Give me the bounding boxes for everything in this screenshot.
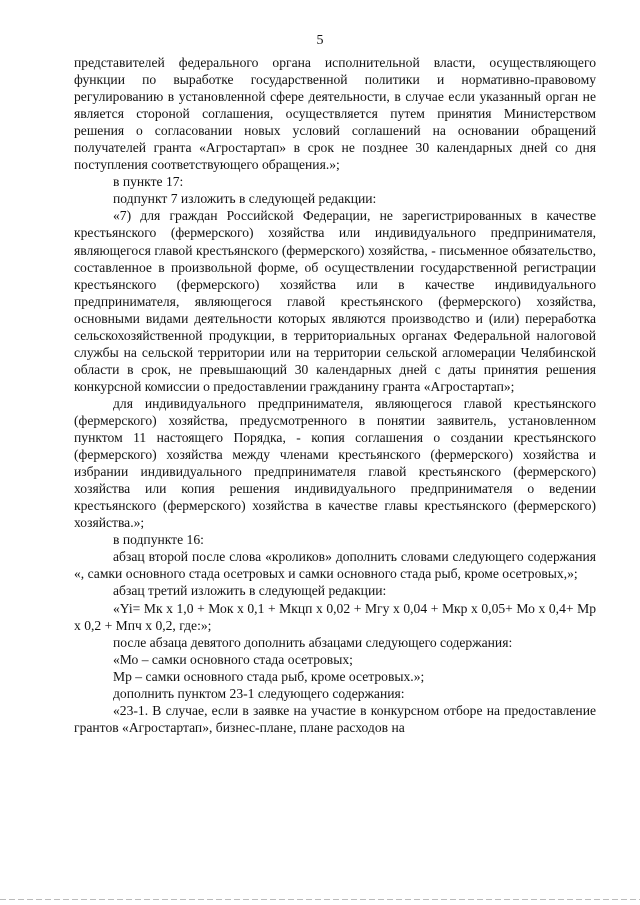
paragraph: представителей федерального органа исполнительной власти, осуществляющего функции по выработке государственной политики и нормативно-правовому регулированию в установленной сфере деятельности, в случае если указанный орган не является стороной соглашения, осуществляется путем принятия Министерством решения о согласовании новых условий соглашений на основании обращений получателей гранта «Агростартап» в срок не позднее 30 календарных дней со дня поступления соответствующего обращения.»;: [74, 55, 596, 173]
paragraph: абзац второй после слова «кроликов» дополнить словами следующего содержания «, самки основного стада осетровых и самки основного стада рыб, кроме осетровых,»;: [74, 549, 596, 582]
paragraph: «23-1. В случае, если в заявке на участие в конкурсном отборе на предоставление грантов «Агростартап», бизнес-плане, плане расходов на: [74, 702, 596, 735]
paragraph: дополнить пунктом 23-1 следующего содержания:: [113, 685, 405, 701]
paragraph: в пункте 17:: [113, 174, 184, 190]
formula-paragraph: «Yi= Мк x 1,0 + Мок x 0,1 + Мкцп x 0,02 + Мгу x 0,04 + Мкр x 0,05+ Мо x 0,4+ Мр x 0,2 + Мпч x 0,2, где:»;: [74, 600, 596, 633]
paragraph: после абзаца девятого дополнить абзацами следующего содержания:: [113, 634, 513, 650]
document-body: [74, 54, 596, 736]
paragraph: «Мо – самки основного стада осетровых;: [113, 651, 353, 667]
paragraph: в подпункте 16:: [113, 532, 204, 548]
paragraph: для индивидуального предпринимателя, являющегося главой крестьянского (фермерского) хозяйства, предусмотренного в понятии заявитель, установленном пунктом 11 настоящего Порядка, - копия соглашения о создании крестьянского (фермерского) хозяйства между членами крестьянского (фермерского) хозяйства и избрании индивидуального предпринимателя главой крестьянского (фермерского) хозяйства или копия решения индивидуального предпринимателя о ведении крестьянского (фермерского) хозяйства в качестве главы крестьянского (фермерского) хозяйства.»;: [74, 395, 596, 531]
paragraph: абзац третий изложить в следующей редакции:: [113, 583, 387, 599]
paragraph: Мр – самки основного стада рыб, кроме осетровых.»;: [113, 668, 425, 684]
page-number: 5: [316, 33, 324, 48]
paragraph: «7) для граждан Российской Федерации, не зарегистрированных в качестве крестьянского (фермерского) хозяйства или индивидуального предпринимателя, являющегося главой крестьянского (фермерского) хозяйства, - письменное обязательство, составленное в произвольной форме, об осуществлении государственной регистрации крестьянского (фермерского) хозяйства или в качестве индивидуального предпринимателя, являющегося главой крестьянского (фермерского) хозяйства, основными видами деятельности которых являются производство и (или) переработка сельскохозяйственной продукции, в территориальных органах Федеральной налоговой службы на сельской территории или на территории сельской агломерации Челябинской области в срок, не превышающий 30 календарных дней с даты принятия решения конкурсной комиссии о предоставлении гражданину гранта «Агростартап»;: [74, 208, 596, 394]
page-edge-line: [0, 899, 640, 900]
paragraph: подпункт 7 изложить в следующей редакции:: [113, 191, 377, 207]
